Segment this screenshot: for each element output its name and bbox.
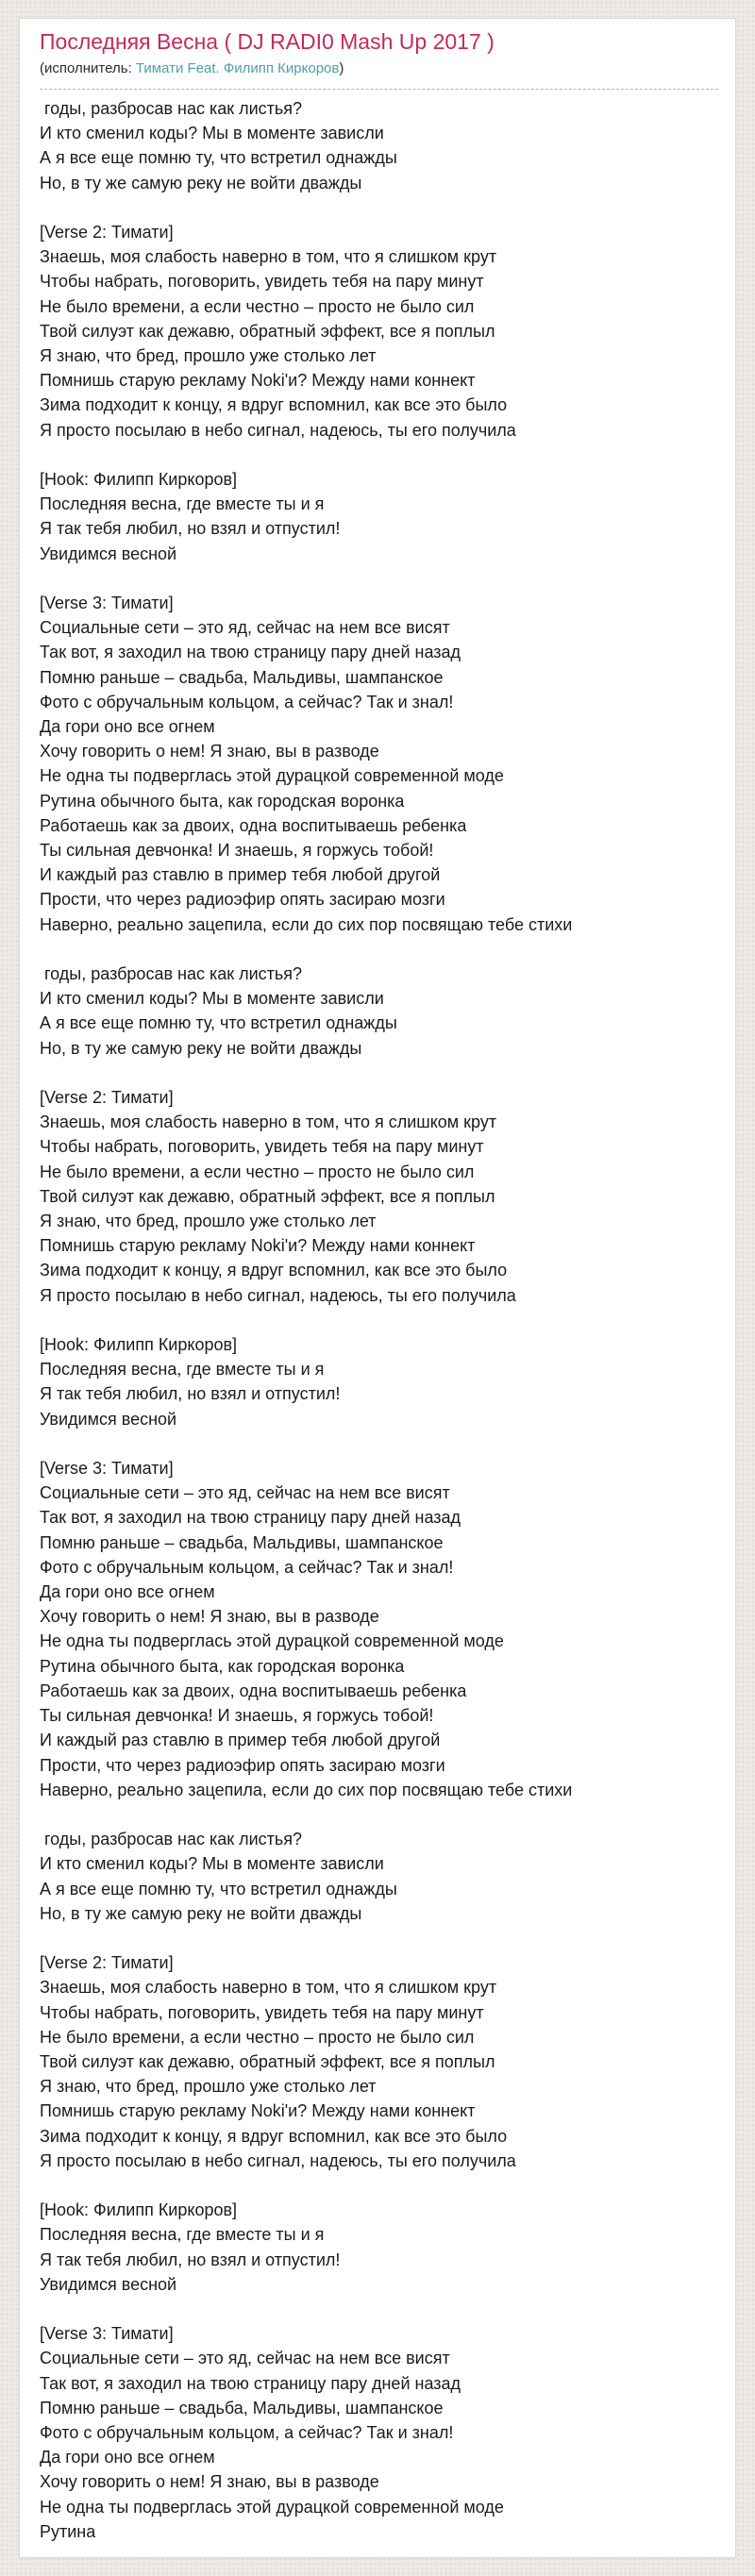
lyrics-line: Я знаю, что бред, прошло уже столько лет bbox=[40, 346, 377, 366]
lyrics-stanza bbox=[40, 2321, 718, 2544]
lyrics-line: Твой силуэт как дежавю, обратный эффект, все я поплыл bbox=[40, 321, 495, 341]
lyrics-line: [Hook: Филипп Киркоров] bbox=[40, 1335, 238, 1355]
lyrics-line: Увидимся весной bbox=[40, 1409, 177, 1429]
lyrics-line: Зима подходит к концу, я вдруг вспомнил, как все это было bbox=[40, 1261, 508, 1280]
lyrics-line: Так вот, я заходил на твою страницу пару дней назад bbox=[40, 2373, 461, 2393]
lyrics-card bbox=[19, 18, 736, 2558]
lyrics-line: Последняя весна, где вместе ты и я bbox=[40, 2225, 325, 2245]
lyrics-stanza bbox=[40, 467, 718, 566]
lyrics-line: Но, в ту же самую реку не войти дважды bbox=[40, 173, 362, 192]
lyrics-line: Фото с обручальным кольцом, а сейчас? Так и знал! bbox=[40, 1557, 454, 1577]
lyrics-line: Да гори оно все огнем bbox=[40, 1582, 215, 1602]
lyrics-line: Социальные сети – это яд, сейчас на нем все висят bbox=[40, 1483, 450, 1503]
lyrics-line: годы, разбросав нас как листья? bbox=[40, 964, 303, 984]
lyrics-line: А я все еще помню ту, что встретил однажды bbox=[40, 1879, 397, 1899]
lyrics-line: А я все еще помню ту, что встретил однажды bbox=[40, 148, 397, 168]
lyrics-line: Не было времени, а если честно – просто не было сил bbox=[40, 2027, 475, 2047]
lyrics-line: Я так тебя любил, но взял и отпустил! bbox=[40, 1384, 341, 1404]
lyrics-stanza bbox=[40, 962, 718, 1061]
lyrics-line: Увидимся весной bbox=[40, 544, 177, 563]
lyrics-line: [Verse 3: Тимати] bbox=[40, 1459, 174, 1479]
lyrics-line: Помнишь старую рекламу Noki'и? Между нами коннект bbox=[40, 1236, 476, 1256]
lyrics-line: Твой силуэт как дежавю, обратный эффект, все я поплыл bbox=[40, 1186, 495, 1206]
lyrics-line: Социальные сети – это яд, сейчас на нем все висят bbox=[40, 618, 450, 638]
lyrics-line: И кто сменил коды? Мы в моменте зависли bbox=[40, 989, 384, 1009]
lyrics-stanza bbox=[40, 2198, 718, 2297]
lyrics-line: Чтобы набрать, поговорить, увидеть тебя на пару минут bbox=[40, 2002, 484, 2022]
lyrics-line: Наверно, реально зацепила, если до сих пор посвящаю тебе стихи bbox=[40, 914, 573, 934]
lyrics-line: Фото с обручальным кольцом, а сейчас? Так и знал! bbox=[40, 2422, 454, 2442]
lyrics-line: Знаешь, моя слабость наверно в том, что я слишком крут bbox=[40, 247, 497, 267]
lyrics-text bbox=[40, 90, 718, 2544]
lyrics-line: Рутина обычного быта, как городская воронка bbox=[40, 791, 405, 811]
lyrics-line: Не одна ты подверглась этой дурацкой современной моде bbox=[40, 766, 504, 786]
lyrics-line: А я все еще помню ту, что встретил однажды bbox=[40, 1013, 397, 1033]
lyrics-stanza bbox=[40, 96, 718, 195]
lyrics-line: Прости, что через радиоэфир опять засираю мозги bbox=[40, 890, 445, 910]
lyrics-line: Социальные сети – это яд, сейчас на нем все висят bbox=[40, 2349, 450, 2368]
song-header bbox=[40, 25, 718, 90]
lyrics-line: Я так тебя любил, но взял и отпустил! bbox=[40, 2250, 341, 2269]
lyrics-line: [Hook: Филипп Киркоров] bbox=[40, 470, 238, 490]
lyrics-line: [Verse 2: Тимати] bbox=[40, 1088, 174, 1108]
lyrics-line: [Verse 3: Тимати] bbox=[40, 2324, 174, 2344]
artist-label-prefix: (исполнитель: bbox=[40, 60, 136, 76]
lyrics-line: Хочу говорить о нем! Я знаю, вы в разводе bbox=[40, 1607, 379, 1627]
artist-label-suffix: ) bbox=[339, 60, 344, 76]
lyrics-line: Помнишь старую рекламу Noki'и? Между нами коннект bbox=[40, 371, 476, 391]
lyrics-line: годы, разбросав нас как листья? bbox=[40, 1830, 303, 1849]
lyrics-line: [Verse 2: Тимати] bbox=[40, 1953, 174, 1973]
lyrics-line: [Verse 2: Тимати] bbox=[40, 223, 174, 242]
lyrics-line: И каждый раз ставлю в пример тебя любой другой bbox=[40, 1731, 441, 1750]
lyrics-line: Увидимся весной bbox=[40, 2274, 177, 2294]
lyrics-line: Последняя весна, где вместе ты и я bbox=[40, 494, 325, 514]
lyrics-line: Работаешь как за двоих, одна воспитываешь ребенка bbox=[40, 1681, 467, 1700]
lyrics-line: Прости, что через радиоэфир опять засираю мозги bbox=[40, 1755, 445, 1775]
lyrics-line: Не одна ты подверглась этой дурацкой современной моде bbox=[40, 2497, 504, 2517]
lyrics-line: Рутина обычного быта, как городская воронка bbox=[40, 1656, 405, 1676]
lyrics-line: Хочу говорить о нем! Я знаю, вы в разводе bbox=[40, 742, 379, 761]
lyrics-line: Чтобы набрать, поговорить, увидеть тебя на пару минут bbox=[40, 272, 484, 292]
lyrics-line: Хочу говорить о нем! Я знаю, вы в разводе bbox=[40, 2472, 379, 2492]
lyrics-line: Наверно, реально зацепила, если до сих пор посвящаю тебе стихи bbox=[40, 1780, 573, 1799]
lyrics-line: Фото с обручальным кольцом, а сейчас? Так и знал! bbox=[40, 692, 454, 711]
lyrics-stanza bbox=[40, 1827, 718, 1926]
lyrics-stanza bbox=[40, 1950, 718, 2173]
lyrics-line: Но, в ту же самую реку не войти дважды bbox=[40, 1903, 362, 1923]
lyrics-line: Я знаю, что бред, прошло уже столько лет bbox=[40, 2077, 377, 2097]
lyrics-stanza bbox=[40, 591, 718, 937]
lyrics-line: Но, в ту же самую реку не войти дважды bbox=[40, 1038, 362, 1058]
lyrics-line: Чтобы набрать, поговорить, увидеть тебя на пару минут bbox=[40, 1137, 484, 1157]
lyrics-line: Твой силуэт как дежавю, обратный эффект, все я поплыл bbox=[40, 2051, 495, 2071]
lyrics-line: Помню раньше – свадьба, Мальдивы, шампанское bbox=[40, 2398, 444, 2417]
lyrics-line: Я просто посылаю в небо сигнал, надеюсь, ты его получила bbox=[40, 420, 516, 440]
artist-link[interactable]: Тимати Feat. Филипп Киркоров bbox=[135, 60, 340, 76]
lyrics-line: Ты сильная девчонка! И знаешь, я горжусь тобой! bbox=[40, 1706, 434, 1726]
lyrics-line: Так вот, я заходил на твою страницу пару дней назад bbox=[40, 1508, 461, 1528]
lyrics-line: Рутина bbox=[40, 2521, 96, 2541]
lyrics-line: Зима подходит к концу, я вдруг вспомнил, как все это было bbox=[40, 2126, 508, 2146]
lyrics-line: И кто сменил коды? Мы в моменте зависли bbox=[40, 1854, 384, 1874]
lyrics-line: Я просто посылаю в небо сигнал, надеюсь, ты его получила bbox=[40, 1285, 516, 1305]
lyrics-line: Да гори оно все огнем bbox=[40, 2448, 215, 2467]
lyrics-line: Не одна ты подверглась этой дурацкой современной моде bbox=[40, 1631, 504, 1651]
lyrics-stanza bbox=[40, 1085, 718, 1308]
lyrics-stanza bbox=[40, 220, 718, 443]
lyrics-line: Помню раньше – свадьба, Мальдивы, шампанское bbox=[40, 1532, 444, 1552]
lyrics-line: Не было времени, а если честно – просто не было сил bbox=[40, 296, 475, 316]
lyrics-line: Зима подходит к концу, я вдруг вспомнил, как все это было bbox=[40, 395, 508, 415]
lyrics-line: [Verse 3: Тимати] bbox=[40, 594, 174, 613]
artist-line bbox=[40, 60, 718, 77]
lyrics-line: Помню раньше – свадьба, Мальдивы, шампанское bbox=[40, 667, 444, 687]
lyrics-line: Работаешь как за двоих, одна воспитываешь ребенка bbox=[40, 815, 467, 835]
lyrics-line: Да гори оно все огнем bbox=[40, 717, 215, 737]
lyrics-line: Знаешь, моя слабость наверно в том, что я слишком крут bbox=[40, 1112, 497, 1132]
lyrics-line: Так вот, я заходил на твою страницу пару дней назад bbox=[40, 643, 461, 662]
lyrics-line: Я знаю, что бред, прошло уже столько лет bbox=[40, 1212, 377, 1231]
lyrics-line: Последняя весна, где вместе ты и я bbox=[40, 1360, 325, 1380]
lyrics-line: Знаешь, моя слабость наверно в том, что я слишком крут bbox=[40, 1978, 497, 1998]
lyrics-line: И каждый раз ставлю в пример тебя любой другой bbox=[40, 865, 441, 885]
song-title: Последняя Весна ( DJ RADI0 Mash Up 2017 ) bbox=[40, 29, 495, 54]
lyrics-line: И кто сменил коды? Мы в моменте зависли bbox=[40, 124, 384, 143]
lyrics-line: годы, разбросав нас как листья? bbox=[40, 99, 303, 118]
lyrics-stanza bbox=[40, 1332, 718, 1431]
lyrics-line: Ты сильная девчонка! И знаешь, я горжусь тобой! bbox=[40, 841, 434, 861]
lyrics-line: Не было времени, а если честно – просто не было сил bbox=[40, 1162, 475, 1181]
lyrics-line: Помнишь старую рекламу Noki'и? Между нами коннект bbox=[40, 2101, 476, 2121]
lyrics-stanza bbox=[40, 1456, 718, 1802]
lyrics-line: Я просто посылаю в небо сигнал, надеюсь, ты его получила bbox=[40, 2150, 516, 2170]
lyrics-line: Я так тебя любил, но взял и отпустил! bbox=[40, 519, 341, 539]
lyrics-line: [Hook: Филипп Киркоров] bbox=[40, 2200, 238, 2220]
